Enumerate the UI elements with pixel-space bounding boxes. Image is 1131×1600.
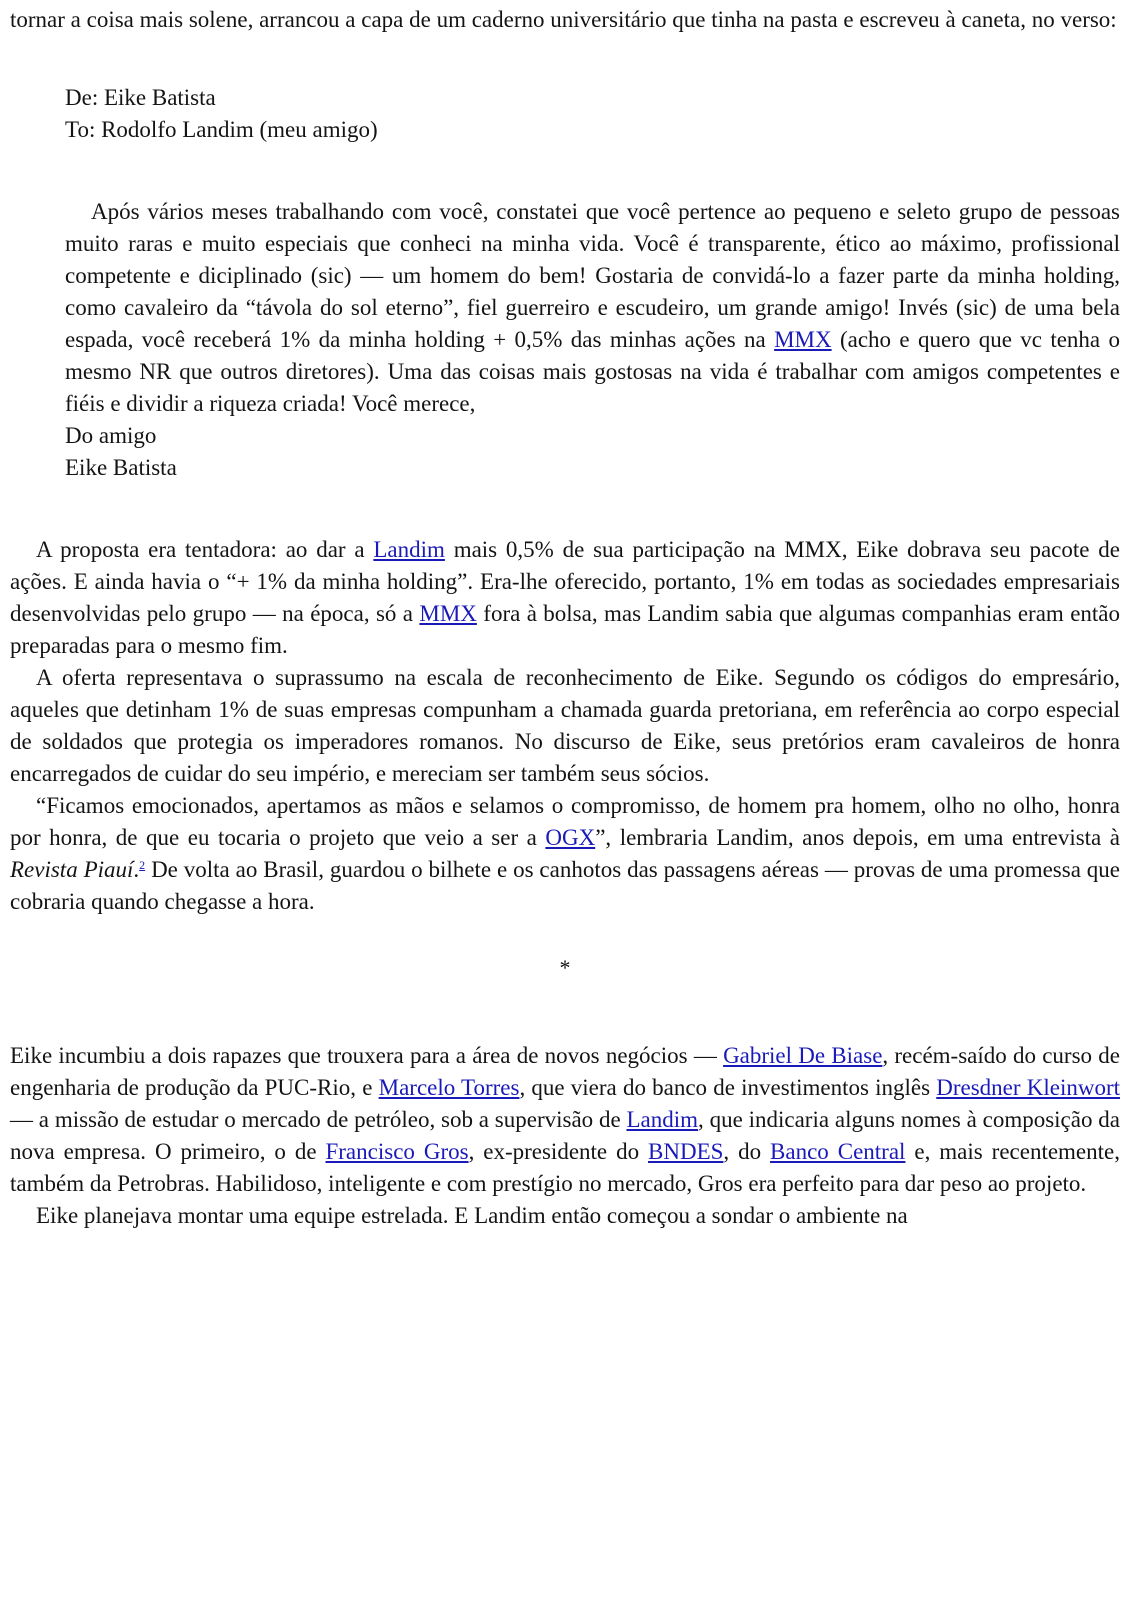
link-dresdner-kleinwort[interactable]: Dresdner Kleinwort xyxy=(936,1075,1120,1100)
letter-to: To: Rodolfo Landim (meu amigo) xyxy=(65,117,378,142)
link-ogx[interactable]: OGX xyxy=(545,825,596,850)
link-gabriel-de-biase[interactable]: Gabriel De Biase xyxy=(723,1043,883,1068)
link-landim[interactable]: Landim xyxy=(626,1107,699,1132)
link-marcelo-torres[interactable]: Marcelo Torres xyxy=(378,1075,520,1100)
link-mmx[interactable]: MMX xyxy=(774,327,832,352)
link-francisco-gros[interactable]: Francisco Gros xyxy=(325,1139,469,1164)
letter-body xyxy=(65,196,1120,420)
letter-signature-block xyxy=(65,420,1120,484)
section-separator: * xyxy=(559,955,571,980)
link-banco-central[interactable]: Banco Central xyxy=(770,1139,906,1164)
letter-header xyxy=(65,82,1120,146)
paragraph-proposta: A proposta era tentadora: ao dar a Landim mais 0,5% de sua participação na MMX, Eike dobrava seu pacote de ações. E ainda havia o “+ 1% da minha holding”. Era-lhe oferecido, portanto, 1% em todas as sociedades empresariais desenvolvidas pelo grupo — na época, só a MMX fora à bolsa, mas Landim sabia que algumas companhias eram então preparadas para o mesmo fim. xyxy=(10,537,1120,658)
magazine-title: Revista Piauí xyxy=(10,857,134,882)
letter-signature: Eike Batista xyxy=(65,455,177,480)
letter-closing: Do amigo xyxy=(65,423,157,448)
link-mmx[interactable]: MMX xyxy=(419,601,477,626)
letter-paragraph: Após vários meses trabalhando com você, constatei que você pertence ao pequeno e seleto grupo de pessoas muito raras e muito especiais que conheci na minha vida. Você é transparente, ético ao máximo, profissional competente e diciplinado (sic) — um homem do bem! Gostaria de convidá-lo a fazer parte da minha holding, como cavaleiro da “távola do sol eterno”, fiel guerreiro e escudeiro, um grande amigo! Invés (sic) de uma bela espada, você receberá 1% da minha holding + 0,5% das minhas ações na MMX (acho e quero que vc tenha o mesmo NR que outros diretores). Uma das coisas mais gostosas na vida é trabalhar com amigos competentes e fiéis e dividir a riqueza criada! Você merece, xyxy=(65,199,1120,416)
paragraph-oferta: A oferta representava o suprassumo na escala de reconhecimento de Eike. Segundo os códigos do empresário, aqueles que detinham 1% de suas empresas compunham a chamada guarda pretoriana, em referência ao corpo especial de soldados que protegia os imperadores romanos. No discurso de Eike, seus pretórios eram cavaleiros de honra encarregados de cuidar do seu império, e mereciam ser também seus sócios. xyxy=(10,665,1120,786)
link-landim[interactable]: Landim xyxy=(373,537,445,562)
book-page xyxy=(10,4,1120,1232)
link-bndes[interactable]: BNDES xyxy=(648,1139,724,1164)
paragraph-estrelada: Eike planejava montar uma equipe estrelada. E Landim então começou a sondar o ambiente na xyxy=(36,1203,908,1228)
footnote-link[interactable]: 2 xyxy=(139,858,146,872)
paragraph-equipe: Eike incumbiu a dois rapazes que trouxera para a área de novos negócios — Gabriel De Biase, recém-saído do curso de engenharia de produção da PUC-Rio, e Marcelo Torres, que viera do banco de investimentos inglês Dresdner Kleinwort — a missão de estudar o mercado de petróleo, sob a supervisão de Landim, que indicaria alguns nomes à composição da nova empresa. O primeiro, o de Francisco Gros, ex-presidente do BNDES, do Banco Central e, mais recentemente, também da Petrobras. Habilidoso, inteligente e com prestígio no mercado, Gros era perfeito para dar peso ao projeto. xyxy=(10,1043,1120,1196)
letter-from: De: Eike Batista xyxy=(65,85,216,110)
intro-paragraph: tornar a coisa mais solene, arrancou a capa de um caderno universitário que tinha na pasta e escreveu à caneta, no verso: xyxy=(10,7,1117,32)
paragraph-quote: “Ficamos emocionados, apertamos as mãos e selamos o compromisso, de homem pra homem, olho no olho, honra por honra, de que eu tocaria o projeto que veio a ser a OGX”, lembraria Landim, anos depois, em uma entrevista à Revista Piauí.$^2$ De volta ao Brasil, guardou o bilhete e os canhotos das passagens aéreas — provas de uma promessa que cobraria quando chegasse a hora. xyxy=(10,793,1120,914)
